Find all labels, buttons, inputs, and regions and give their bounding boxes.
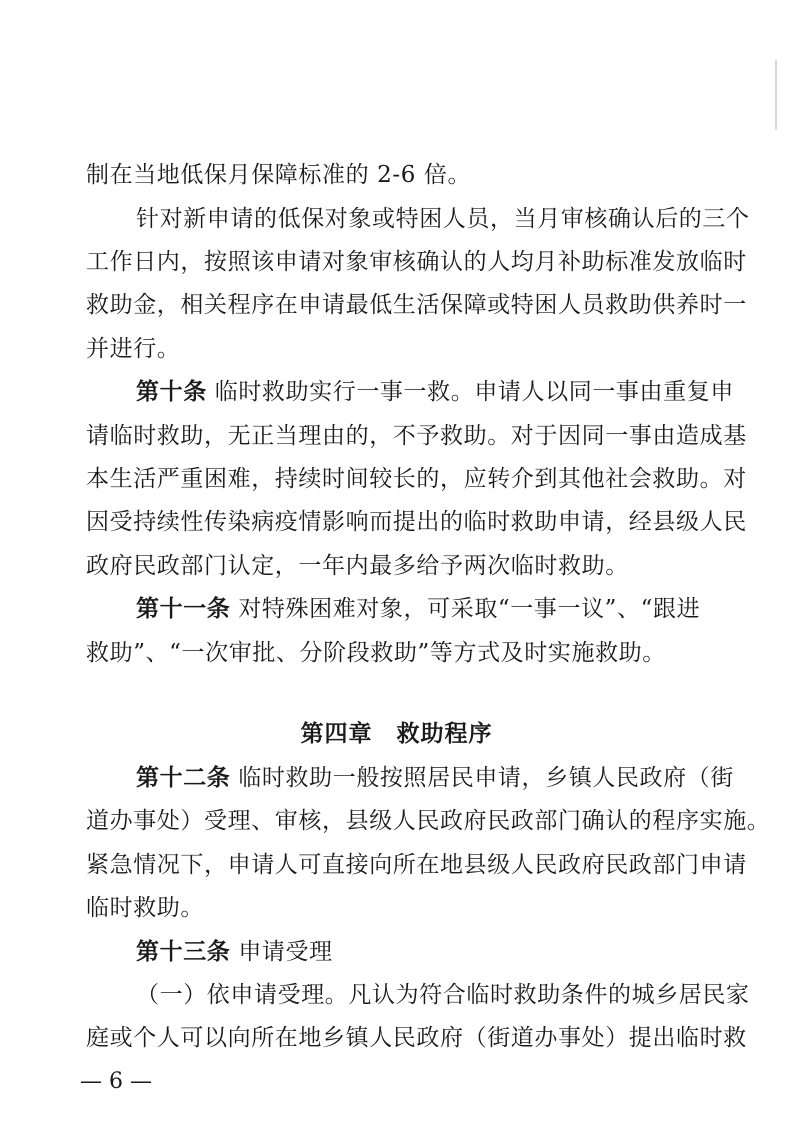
article-13-line: 第十三条 申请受理 — [136, 938, 333, 965]
paragraph-line: 因受持续性传染病疫情影响而提出的临时救助申请，经县级人民 — [86, 509, 747, 535]
article-label: 第十二条 — [136, 764, 231, 791]
scan-edge-mark — [775, 60, 777, 130]
paragraph-line: 临时救助。 — [86, 895, 204, 921]
paragraph-line: 救助”、“一次审批、分阶段救助”等方式及时实施救助。 — [86, 640, 666, 666]
paragraph-line: 政府民政部门认定，一年内最多给予两次临时救助。 — [86, 553, 629, 579]
paragraph-line: 并进行。 — [86, 336, 181, 362]
article-label: 第十一条 — [136, 595, 231, 622]
paragraph-line: 道办事处）受理、审核，县级人民政府民政部门确认的程序实施。 — [86, 808, 771, 834]
article-label: 第十条 — [136, 378, 207, 405]
paragraph-line: 工作日内，按照该申请对象审核确认的人均月补助标准发放临时 — [86, 249, 747, 275]
paragraph-line: 庭或个人可以向所在地乡镇人民政府（街道办事处）提出临时救 — [86, 1025, 747, 1051]
paragraph-line: 救助金，相关程序在申请最低生活保障或特困人员救助供养时一 — [86, 292, 747, 318]
article-10-line: 第十条 临时救助实行一事一救。申请人以同一事由重复申 — [136, 378, 734, 405]
chapter-heading: 第四章 救助程序 — [300, 720, 493, 747]
paragraph-line: 本生活严重困难，持续时间较长的，应转介到其他社会救助。对 — [86, 466, 747, 492]
paragraph-line: 紧急情况下，申请人可直接向所在地县级人民政府民政部门申请 — [86, 852, 747, 878]
paragraph-line: （一）依申请受理。凡认为符合临时救助条件的城乡居民家 — [136, 982, 750, 1008]
article-11-line: 第十一条 对特殊困难对象，可采取“一事一议”、“跟进 — [136, 595, 701, 622]
article-12-line: 第十二条 临时救助一般按照居民申请，乡镇人民政府（街 — [136, 764, 734, 791]
article-label: 第十三条 — [136, 938, 231, 965]
paragraph-line: 制在当地低保月保障标准的 2-6 倍。 — [86, 162, 472, 188]
page-number: — 6 — — [80, 1069, 152, 1094]
paragraph-line: 请临时救助，无正当理由的，不予救助。对于因同一事由造成基 — [86, 423, 747, 449]
paragraph-line: 针对新申请的低保对象或特困人员，当月审核确认后的三个 — [136, 206, 750, 232]
